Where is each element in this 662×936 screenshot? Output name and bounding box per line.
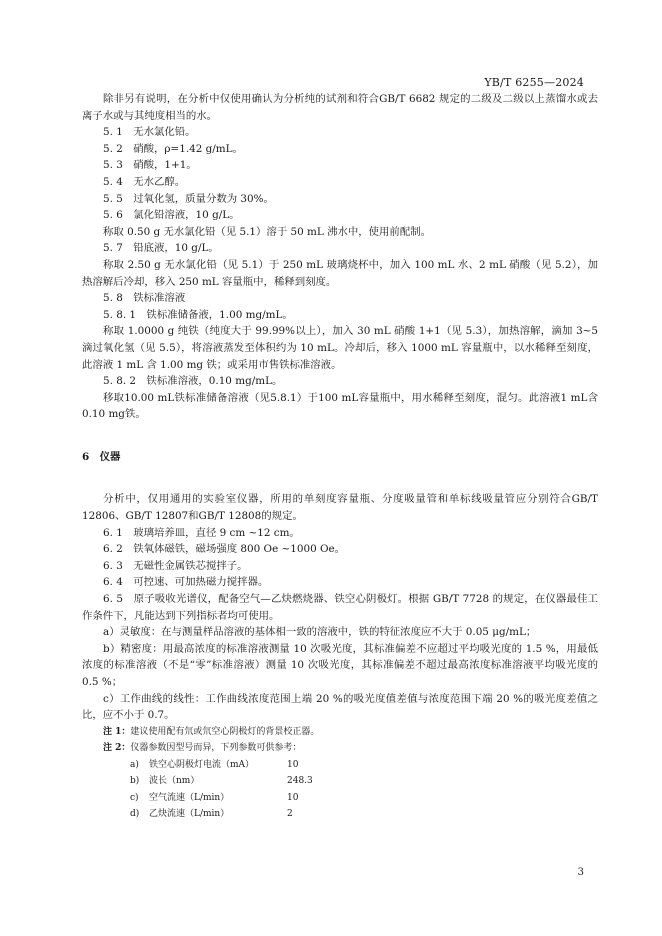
page-content [82, 91, 598, 823]
reagent-5-8: 5. 8 铁标准溶液 [103, 292, 186, 305]
param-value: 10 [287, 759, 299, 770]
reagent-5-8-2-prep: 移取10.00 mL铁标准储备溶液（见5.8.1）于100 mL容量瓶中，用水稀释至刻度，混匀。此溶液1 mL含0.10 mg铁。 [82, 391, 598, 421]
param-name: 波长（nm） [149, 776, 200, 787]
reagent-5-8-1-prep: 称取 1.0000 g 纯铁（纯度大于 99.99%以上），加入 30 mL 硝酸 1+1（见 5.3），加热溶解，滴加 3~5 滴过氧化氢（见 5.5），将溶液蒸发至体积约为 10 mL。冷却后，移入 1000 mL 容量瓶中，以水稀释至刻度，此溶液 1 mL 含 1.00 mg 铁；或采用市售铁标准溶液。 [82, 325, 598, 371]
note-1 [82, 724, 598, 741]
param-key: b) [130, 776, 140, 787]
criterion-precision: b）精密度：用最高浓度的标准溶液测量 10 次吸光度，其标准偏差不应超过平均吸光度的 1.5 %，用最低浓度的标准溶液（不是“零”标准溶液）测量 10 次吸光度，其标准偏差不超过最高浓度标准溶液平均吸光度的 0.5 %； [82, 642, 598, 688]
reagent-5-8-2: 5. 8. 2 铁标准溶液，0.10 mg/mL。 [103, 375, 283, 388]
reagent-5-8-1: 5. 8. 1 铁标准储备液，1.00 mg/mL。 [103, 308, 293, 321]
param-value: 10 [287, 792, 299, 803]
reagent-intro-paragraph: 除非另有说明，在分析中仅使用确认为分析纯的试剂和符合GB/T 6682 规定的二级及二级以上蒸馏水或去离子水或与其纯度相当的水。 [82, 93, 598, 122]
apparatus-6-4: 6. 4 可控速、可加热磁力搅拌器。 [103, 576, 269, 589]
note-2-text: 仪器参数因型号而异，下列参数可供参考： [130, 743, 302, 754]
reagent-5-6: 5. 6 氯化铅溶液，10 g/L。 [103, 209, 240, 222]
apparatus-6-2: 6. 2 铁氧体磁铁，磁场强度 800 Oe ~1000 Oe。 [103, 543, 346, 556]
param-key: c) [130, 792, 139, 803]
note-1-text: 建议使用配有氘或氘空心阴极灯的背景校正器。 [130, 726, 320, 737]
reagent-5-6-prep: 称取 0.50 g 无水氯化铅（见 5.1）溶于 50 mL 沸水中，使用前配制。 [103, 225, 431, 238]
apparatus-intro-paragraph: 分析中，仅用通用的实验室仪器，所用的单刻度容量瓶、分度吸量管和单标线吸量管应分别符合GB/T 12806、GB/T 12807和GB/T 12808的规定。 [82, 493, 598, 523]
param-name: 乙炔流速（L/min） [149, 809, 230, 820]
standard-number-header: YB/T 6255—2024 [484, 76, 584, 89]
param-name: 铁空心阴极灯电流（mA） [149, 759, 255, 770]
section-6-heading: 6 仪器 [82, 450, 121, 463]
reagent-5-2: 5. 2 硝酸，ρ=1.42 g/mL。 [103, 142, 243, 155]
param-key: d) [130, 809, 140, 820]
note-1-label: 注 1： [103, 726, 131, 737]
reagent-5-1: 5. 1 无水氯化铅。 [103, 126, 196, 139]
reagent-5-4: 5. 4 无水乙醇。 [103, 175, 186, 188]
reagent-5-7-prep: 称取 2.50 g 无水氯化铅（见 5.1）于 250 mL 玻璃烧杯中，加入 100 mL 水、2 mL 硝酸（见 5.2），加热溶解后冷却，移入 250 mL 容量瓶中，稀释到刻度。 [82, 258, 598, 288]
reagent-5-7: 5. 7 铅底液，10 g/L。 [103, 242, 219, 255]
param-name: 空气流速（L/min） [149, 792, 230, 803]
param-row [82, 790, 598, 807]
criterion-linearity: c）工作曲线的线性：工作曲线浓度范围上端 20 %的吸光度值差值与浓度范围下端 20 %的吸光度差值之比，应不小于 0.7。 [82, 692, 598, 722]
note-2-label: 注 2： [103, 743, 131, 754]
param-key: a) [130, 759, 139, 770]
apparatus-6-5: 6. 5 原子吸收光谱仪，配备空气—乙炔燃烧器、铁空心阴极灯。根据 GB/T 7728 的规定，在仪器最佳工作条件下，凡能达到下列指标者均可使用。 [82, 593, 598, 622]
page-number: 3 [577, 867, 584, 878]
param-value: 2 [287, 809, 293, 820]
param-row [82, 806, 598, 823]
note-2 [82, 740, 598, 757]
apparatus-6-3: 6. 3 无磁性金属铁芯搅拌子。 [103, 559, 248, 572]
param-value: 248.3 [287, 776, 313, 787]
apparatus-6-1: 6. 1 玻璃培养皿，直径 9 cm ~12 cm。 [103, 526, 300, 539]
reagent-5-5: 5. 5 过氧化氢，质量分数为 30%。 [103, 192, 274, 205]
param-row [82, 773, 598, 790]
param-row [82, 757, 598, 774]
criterion-sensitivity: a）灵敏度：在与测量样品溶液的基体相一致的溶液中，铁的特征浓度应不大于 0.05 μg/mL； [103, 626, 537, 639]
reagent-5-3: 5. 3 硝酸，1+1。 [103, 159, 197, 172]
